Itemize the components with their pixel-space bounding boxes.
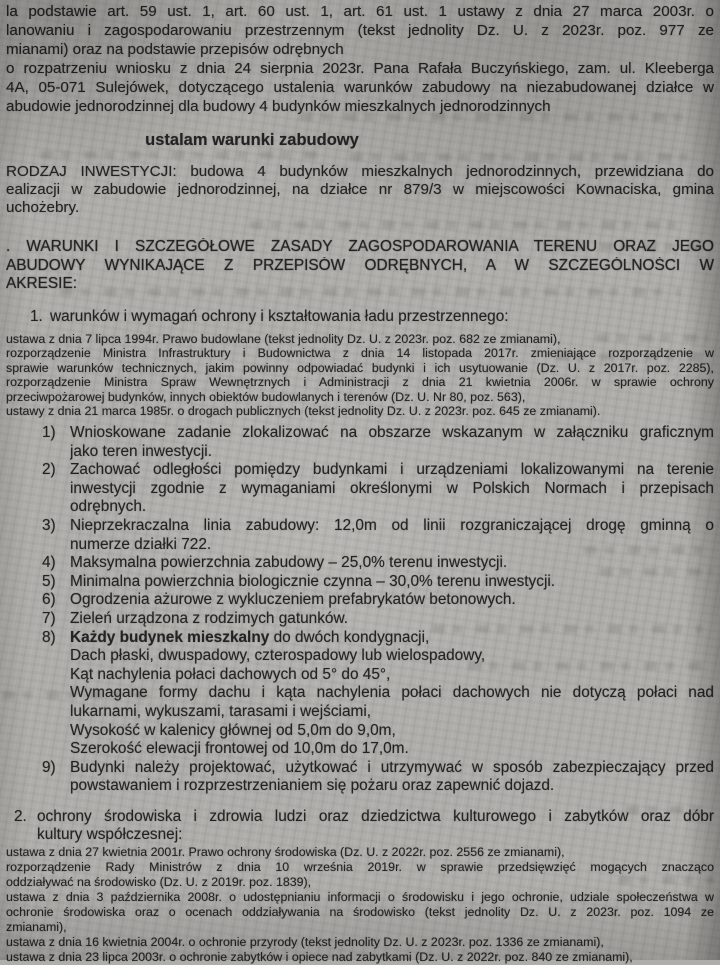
item-line: Dach płaski, dwuspadowy, czterospadowy lub wielospadowy, — [70, 647, 486, 665]
list-item — [6, 517, 714, 554]
legal-ref-line: sprawie warunków technicznych, jakim powinny odpowiadać budynki i ich usytuowanie (Dz. U. z 2017r. poz. 2285), — [6, 360, 714, 375]
item-line: powstawaniem i rozprzestrzenianiem się pożaru oraz zapewnić dojazd. — [70, 777, 555, 795]
intro-line: 4A, 05-071 Sulejówek, dotyczącego ustalenia warunków zabudowy na niezabudowanej działce w — [6, 79, 714, 96]
subsection-title-line: ochrony środowiska i zdrowia ludzi oraz dziedzictwa kulturowego i zabytków oraz dóbr — [37, 807, 714, 825]
item-number: 5) — [42, 572, 56, 590]
legal-ref-line: rozporządzenie Rady Ministrów z dnia 10 września 2019r. w sprawie przedsięwzięć mogących znacząco — [6, 859, 714, 874]
numbered-conditions-list — [6, 424, 714, 796]
list-item — [6, 759, 714, 796]
subsection-2-title — [6, 808, 714, 844]
item-line: Zachować odległości pomiędzy budynkami i urządzeniami lokalizowanymi na terenie — [70, 461, 714, 479]
legal-ref-line: rozporządzenie Ministra Infrastruktury i Budownictwa z dnia 14 listopada 2017r. zmieniające rozporządzenie w — [6, 346, 714, 361]
investment-line: ealizacji w zabudowie jednorodzinnej, na działce nr 879/3 w miejscowości Kownaciska, gmina — [6, 181, 714, 198]
legal-ref-line: przeciwpożarowej budynków, innych obiektów budowlanych i terenów (Dz. U. Nr 80, poz. 563), — [6, 389, 526, 404]
conditions-section-heading — [6, 238, 714, 294]
legal-ref-line: rozporządzenie Ministra Spraw Wewnętrznych i Administracji z dnia 21 kwietnia 2006r. w sprawie ochrony — [6, 375, 714, 390]
list-item — [6, 554, 714, 573]
legal-ref-line: ustawa z dnia 7 lipca 1994r. Prawo budowlane (tekst jednolity Dz. U. z 2023r. poz. 682 ze zmianami), — [6, 331, 561, 346]
list-item — [6, 591, 714, 610]
item-number: 9) — [42, 758, 56, 776]
item-line: Kąt nachylenia połaci dachowych od 5° do 45°, — [70, 665, 391, 683]
intro-line: lanowaniu i zagospodarowaniu przestrzennym (tekst jednolity Dz. U. z 2023r. poz. 977 ze — [6, 22, 714, 39]
legal-references-1 — [6, 332, 714, 420]
subsection-number: 2. — [14, 807, 27, 825]
decision-heading: ustalam warunki zabudowy — [145, 131, 359, 149]
section-heading-line: ABUDOWY WYNIKAJĄCE Z PRZEPISÓW ODRĘBNYCH, A W SZCZEGÓLNOŚCI W — [6, 256, 714, 274]
item-line: Nieprzekraczalna linia zabudowy: 12,0m od linii rozgraniczającej drogę gminną o — [70, 517, 714, 535]
intro-paragraph — [6, 2, 714, 116]
item-line: Wymagane formy dachu i kąta nachylenia połaci dachowych nie dotyczą połaci nad — [70, 684, 714, 702]
item-line: Wysokość w kalenicy głównej od 5,0m do 9,0m, — [70, 721, 396, 739]
item-line: Zieleń urządzona z rodzimych gatunków. — [70, 610, 349, 627]
intro-line: abudowie jednorodzinnej dla budowy 4 budynków mieszkalnych jednorodzinnych — [6, 98, 551, 115]
item-line: Szerokość elewacji frontowej od 10,0m do 17,0m. — [70, 740, 409, 758]
item-line: Ogrodzenia ażurowe z wykluczeniem prefabrykatów betonowych. — [70, 591, 516, 609]
legal-references-2 — [6, 845, 714, 965]
legal-ref-line: ustawa z dnia 23 lipca 2003r. o ochronie zabytków i opiece nad zabytkami (Dz. U. z 2022r. poz. 840 ze zmianami), — [6, 949, 633, 964]
item-line: lukarnami, wykuszami, tarasami i wejściami, — [70, 702, 372, 720]
list-item — [6, 629, 714, 759]
item-number: 6) — [42, 591, 56, 609]
subsection-number: 1. — [30, 307, 43, 325]
investment-line: uchożebry. — [6, 199, 80, 216]
intro-line: o rozpatrzeniu wniosku z dnia 24 sierpnia 2023r. Pana Rafała Buczyńskiego, zam. ul. Kleeberga — [6, 60, 714, 77]
intro-line: la podstawie art. 59 ust. 1, art. 60 ust. 1, art. 61 ust. 1 ustawy z dnia 27 marca 2003r. o — [6, 3, 714, 20]
list-item — [6, 610, 714, 629]
item-line: Wnioskowane zadanie zlokalizować na obszarze wskazanym w załączniku graficznym — [70, 424, 714, 442]
item-line: Maksymalna powierzchnia zabudowy – 25,0% terenu inwestycji. — [70, 554, 508, 572]
item-number: 8) — [42, 628, 56, 646]
item-number: 2) — [42, 461, 56, 479]
item-line: jako teren inwestycji. — [70, 442, 212, 460]
item-line: inwestycji zgodnie z wymaganiami określonymi w Polskich Normach i przepisach — [70, 479, 714, 497]
intro-line: mianami) oraz na podstawie przepisów odrębnych — [6, 41, 344, 58]
legal-ref-line: ustawa z dnia 3 października 2008r. o udostępnianiu informacji o środowisku i jego ochronie, udziale społeczeństwa w — [6, 889, 714, 904]
list-item — [6, 461, 714, 517]
item-line: odrębnych. — [70, 498, 147, 516]
legal-ref-line: zmianami), — [6, 919, 67, 934]
item-number: 4) — [42, 554, 56, 572]
legal-ref-line: ustawa z dnia 16 kwietnia 2004r. o ochronie przyrody (tekst jednolity Dz. U. z 2023r. poz. 1336 ze zmianami), — [6, 934, 604, 949]
list-item — [6, 424, 714, 461]
section-heading-line: AKRESIE: — [6, 275, 77, 292]
legal-ref-line: ustawy z dnia 21 marca 1985r. o drogach publicznych (tekst jednolity Dz. U. z 2023r. poz. 645 ze zmianami). — [6, 404, 601, 419]
item-line — [70, 629, 714, 648]
item-number: 3) — [42, 517, 56, 535]
item-number: 7) — [42, 610, 56, 627]
item-number: 1) — [42, 424, 56, 442]
subsection-1-title — [6, 307, 714, 326]
item-lead-rest: do dwóch kondygnacji, — [269, 628, 430, 646]
investment-line: RODZAJ INWESTYCJI: budowa 4 budynków mieszkalnych jednorodzinnych, przewidziana do — [6, 163, 714, 180]
subsection-title-line: kultury współczesnej: — [37, 825, 183, 843]
legal-ref-line: oddziaływać na środowisko (Dz. U. z 2019r. poz. 1839), — [6, 874, 312, 889]
item-line: numerze działki 722. — [70, 535, 212, 553]
item-line: Minimalna powierzchnia biologicznie czynna – 30,0% terenu inwestycji. — [70, 572, 556, 590]
section-heading-line: . WARUNKI I SZCZEGÓŁOWE ZASADY ZAGOSPODAROWANIA TERENU ORAZ JEGO — [6, 238, 714, 255]
legal-ref-line: ustawa z dnia 27 kwietnia 2001r. Prawo ochrony środowiska (Dz. U. z 2022r. poz. 2556 ze zmianami), — [6, 844, 565, 859]
subsection-title-text: warunków i wymagań ochrony i kształtowania ładu przestrzennego: — [50, 307, 509, 325]
legal-ref-line: ochronie środowiska oraz o ocenach oddziaływania na środowisko (tekst jednolity Dz. U. z 2023r. poz. 1094 ze — [6, 904, 714, 919]
item-bold-lead: Każdy budynek mieszkalny — [70, 628, 270, 646]
investment-type-paragraph — [6, 163, 714, 217]
list-item — [6, 573, 714, 592]
item-line: Budynki należy projektować, użytkować i utrzymywać w sposób zabezpieczający przed — [70, 758, 714, 776]
